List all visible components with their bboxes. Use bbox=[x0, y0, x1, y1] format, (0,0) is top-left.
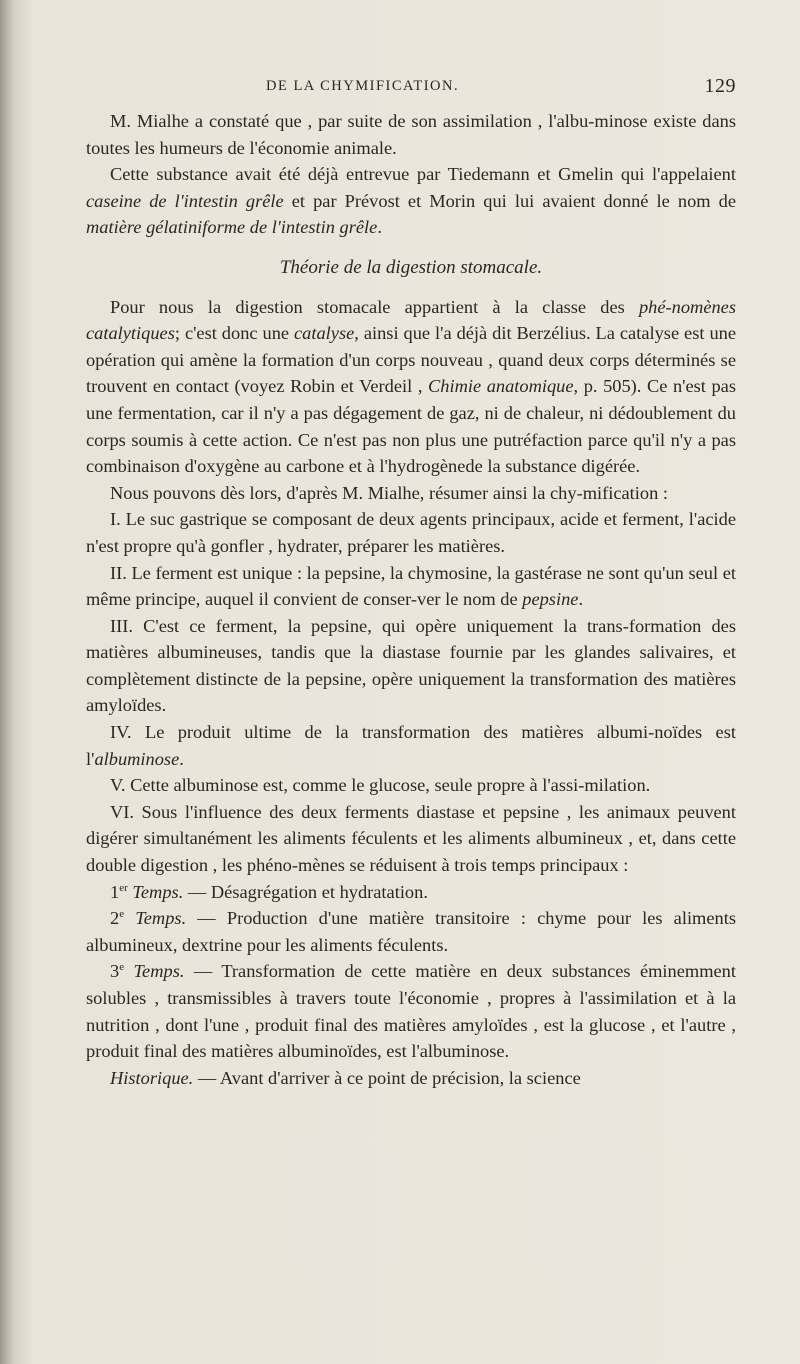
paragraph-substance: Cette substance avait été déjà entrevue par Tiedemann et Gmelin qui l'appelaient caseine de l'intestin grêle et par Prévost et Morin qui lui avaient donné le nom de matière gélatiniforme de l'intestin grêle. bbox=[86, 164, 736, 238]
section-heading: Théorie de la digestion stomacale. bbox=[279, 256, 543, 278]
stage-1: 1er Temps. — Désagrégation et hydratation. bbox=[110, 881, 428, 902]
page-content bbox=[86, 75, 737, 1091]
stage-2: 2e Temps. — Production d'une matière transitoire : chyme pour les aliments albumineux, dextrine pour les aliments féculents. bbox=[86, 908, 736, 955]
running-head bbox=[86, 75, 736, 108]
body-text bbox=[86, 108, 736, 1091]
paragraph-resume: Nous pouvons dès lors, d'après M. Mialhe, résumer ainsi la chy-mification : bbox=[110, 482, 668, 503]
point-2: II. Le ferment est unique : la pepsine, la chymosine, la gastérase ne sont qu'un seul et même principe, auquel il convient de conser-ver le nom de pepsine. bbox=[86, 562, 736, 610]
point-1: I. Le suc gastrique se composant de deux agents principaux, acide et ferment, l'acide n'est propre qu'à gonfler , hydrater, préparer les matières. bbox=[86, 509, 736, 556]
point-3: III. C'est ce ferment, la pepsine, qui opère uniquement la trans-formation des matières albumineuses, tandis que la diastase fournie par les glandes salivaires, et complètement distincte de la pepsine, opère uniquement la transformation des matières amyloïdes. bbox=[86, 615, 736, 716]
point-6: VI. Sous l'influence des deux ferments diastase et pepsine , les animaux peuvent digérer simultanément les aliments féculents et les aliments albumineux , et, dans cette double digestion , les phéno-mènes se réduisent à trois temps principaux : bbox=[86, 801, 736, 876]
paragraph-historique: Historique. — Avant d'arriver à ce point de précision, la science bbox=[110, 1067, 581, 1088]
paragraph-albuminose: M. Mialhe a constaté que , par suite de son assimilation , l'albu-minose existe dans toutes les humeurs de l'économie animale. bbox=[86, 111, 736, 158]
point-5: V. Cette albuminose est, comme le glucose, seule propre à l'assi-milation. bbox=[110, 775, 651, 796]
paragraph-catalyse: Pour nous la digestion stomacale appartient à la classe des phé-nomènes catalytiques; c'est donc une catalyse, ainsi que l'a déjà dit Berzélius. La catalyse est une opération qui amène la formation d'un corps nouveau , quand deux corps déterminés se trouvent en contact (voyez Robin et Verdeil , Chimie anatomique, p. 505). Ce n'est pas une fermentation, car il n'y a pas dégagement de gaz, ni de chaleur, ni dédoublement du corps soumis à cette action. Ce n'est pas non plus une putréfaction parce qu'il n'y a pas combinaison d'oxygène au carbone et à l'hydrogènede la substance digérée. bbox=[86, 296, 737, 477]
point-4: IV. Le produit ultime de la transformation des matières albumi-noïdes est l'albuminose. bbox=[86, 722, 736, 769]
page-number: 129 bbox=[704, 75, 736, 97]
stage-3: 3e Temps. — Transformation de cette matière en deux substances éminemment solubles , transmissibles à travers toute l'économie , propres à l'assimilation et à la nutrition , dont l'une , produit final des matières amyloïdes , est la glucose , et l'autre , produit final des matières albuminoïdes, est l'albuminose. bbox=[86, 961, 736, 1062]
running-title: DE LA CHYMIFICATION. bbox=[266, 78, 460, 94]
